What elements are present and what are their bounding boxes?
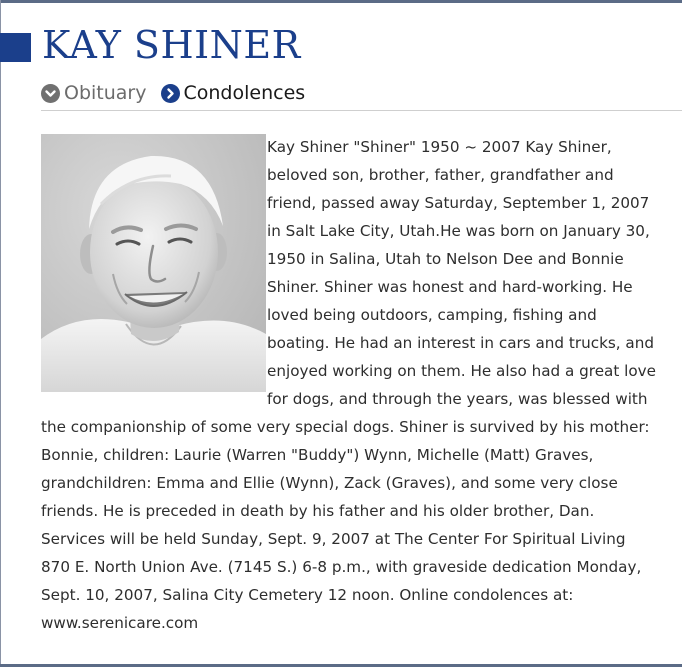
chevron-down-icon [41,84,60,103]
obituary-text: Kay Shiner "Shiner" 1950 ~ 2007 Kay Shiner, beloved son, brother, father, grandfather and friend, passed away Saturday, September 1, 2007 in Salt Lake City, Utah.He was born on January 30, 1950 in Salina, Utah to Nelson Dee and Bonnie Shiner. Shiner was honest and hard-working. He loved being outdoors, camping, fishing and boating. He had an interest in cars and trucks, and enjoyed working on them. He also had a great love for dogs, and through the years, was blessed with the companionship of some very special dogs. Shiner is survived by his mother: Bonnie, children: Laurie (Warren "Buddy") Wynn, Michelle (Matt) Graves, grandchildren: Emma and Ellie (Wynn), Zack (Graves), and some very close friends. He is preceded in death by his father and his older brother, Dan. Services will be held Sunday, Sept. 9, 2007 at The Center For Spiritual Living 870 E. North Union Ave. (7145 S.) 6-8 p.m., with graveside dedication Monday, Sept. 10, 2007, Salina City Cemetery 12 noon. Online condolences at: www.serenicare.com [41,138,656,632]
tab-divider [41,110,682,111]
tab-condolences[interactable] [161,81,306,105]
page-title: KAY SHINER [42,23,301,67]
tab-obituary[interactable] [41,81,147,105]
title-marker [0,33,31,62]
portrait-photo [41,134,266,392]
tab-obituary-label: Obituary [64,82,147,104]
tab-condolences-label: Condolences [183,82,306,104]
window-left-border [0,0,1,667]
tab-bar [41,79,319,107]
obituary-content [41,134,658,637]
chevron-right-icon [161,84,180,103]
window-top-border [0,0,682,3]
